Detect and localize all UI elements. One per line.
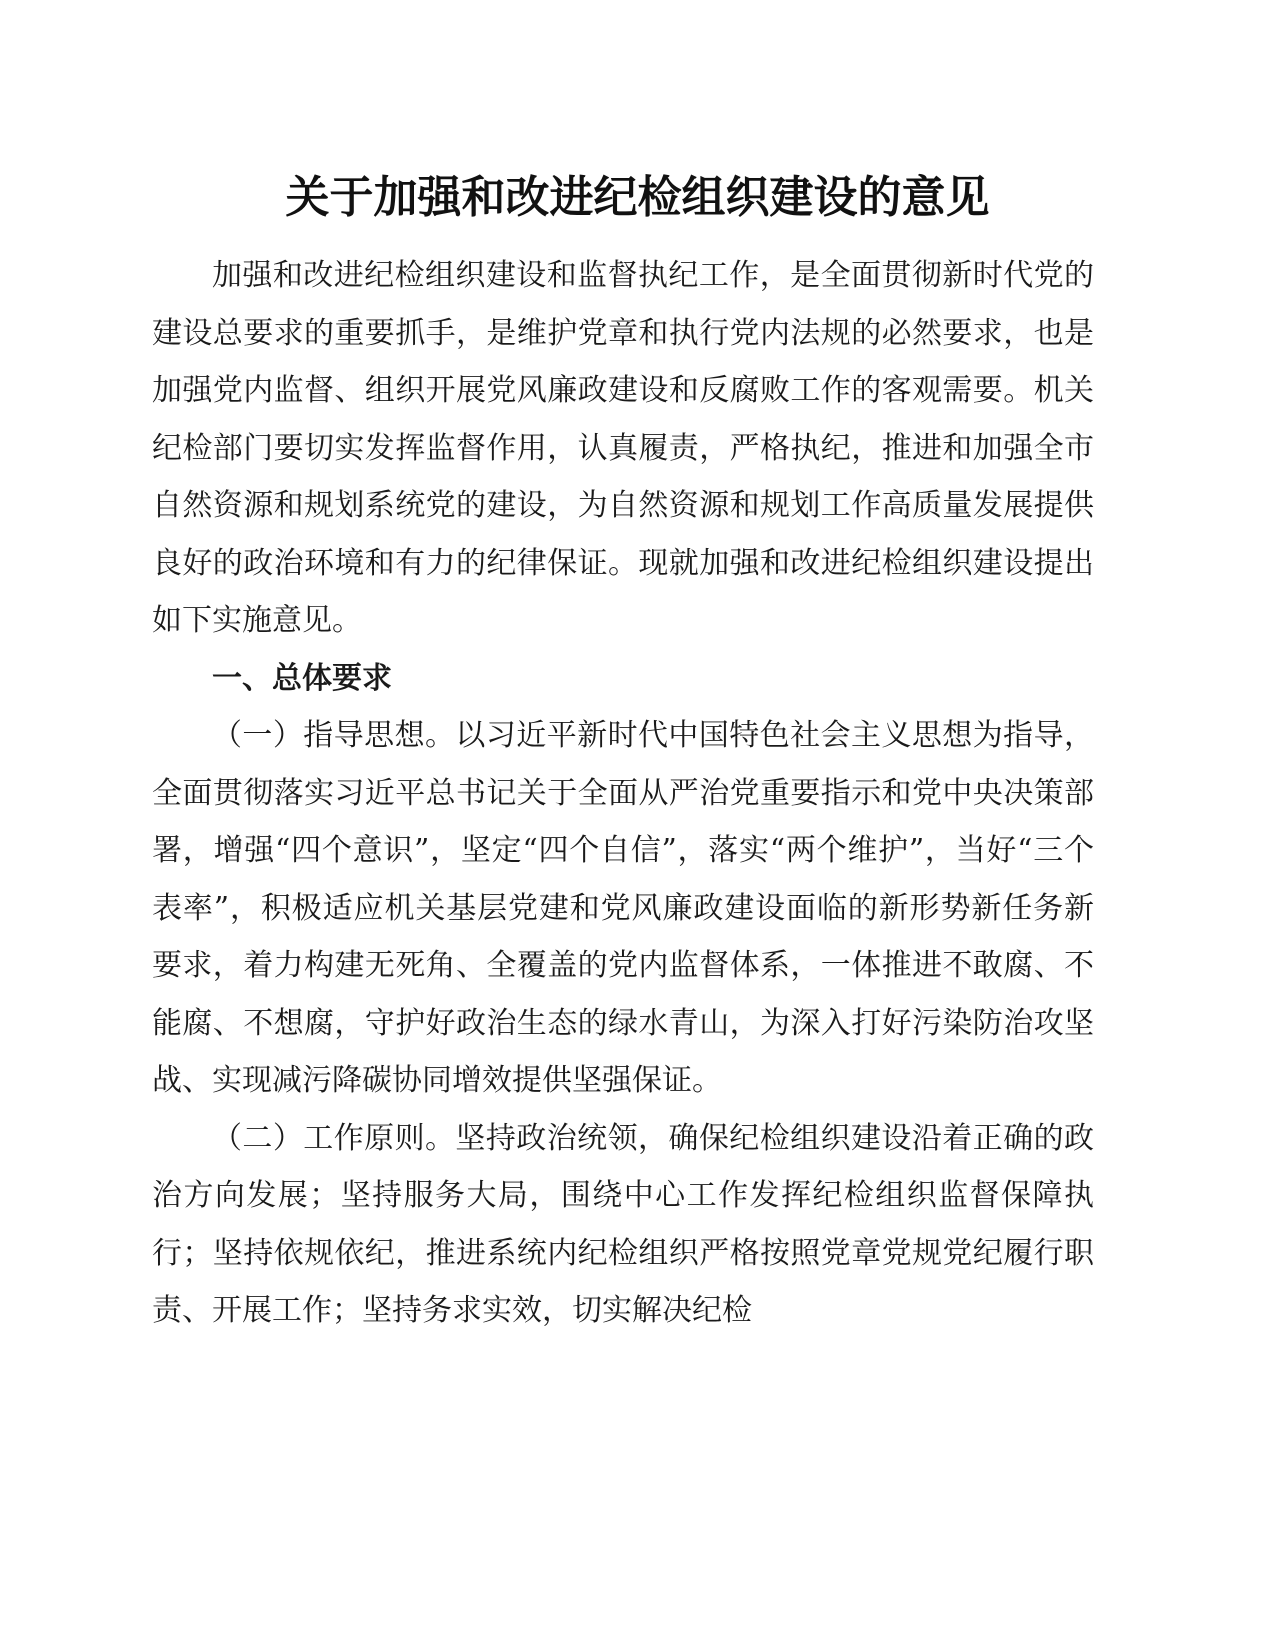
section-heading-general-requirements: 一、总体要求 [212,660,392,696]
intro-paragraph: 加强和改进纪检组织建设和监督执纪工作，是全面贯彻新时代党的建设总要求的重要抓手，是维护党章和执行党内法规的必然要求，也是加强党内监督、组织开展党风廉政建设和反腐败工作的客观需要。机关纪检部门要切实发挥监督作用，认真履责，严格执纪，推进和加强全市自然资源和规划系统党的建设，为自然资源和规划工作高质量发展提供良好的政治环境和有力的纪律保证。现就加强和改进纪检组织建设提出如下实施意见。 [152,258,1094,638]
document-body [152,247,1094,1340]
document-title: 关于加强和改进纪检组织建设的意见 [285,172,990,223]
subsection-guiding-thought: （一）指导思想。以习近平新时代中国特色社会主义思想为指导，全面贯彻落实习近平总书记关于全面从严治党重要指示和党中央决策部署，增强“四个意识”，坚定“四个自信”，落实“两个维护”，当好“三个表率”，积极适应机关基层党建和党风廉政建设面临的新形势新任务新要求，着力构建无死角、全覆盖的党内监督体系，一体推进不敢腐、不能腐、不想腐，守护好政治生态的绿水青山，为深入打好污染防治攻坚战、实现减污降碳协同增效提供坚强保证。 [152,718,1094,1098]
subsection-working-principles: （二）工作原则。坚持政治统领，确保纪检组织建设沿着正确的政治方向发展；坚持服务大局，围绕中心工作发挥纪检组织监督保障执行；坚持依规依纪，推进系统内纪检组织严格按照党章党规党纪履行职责、开展工作；坚持务求实效，切实解决纪检 [152,1120,1094,1328]
